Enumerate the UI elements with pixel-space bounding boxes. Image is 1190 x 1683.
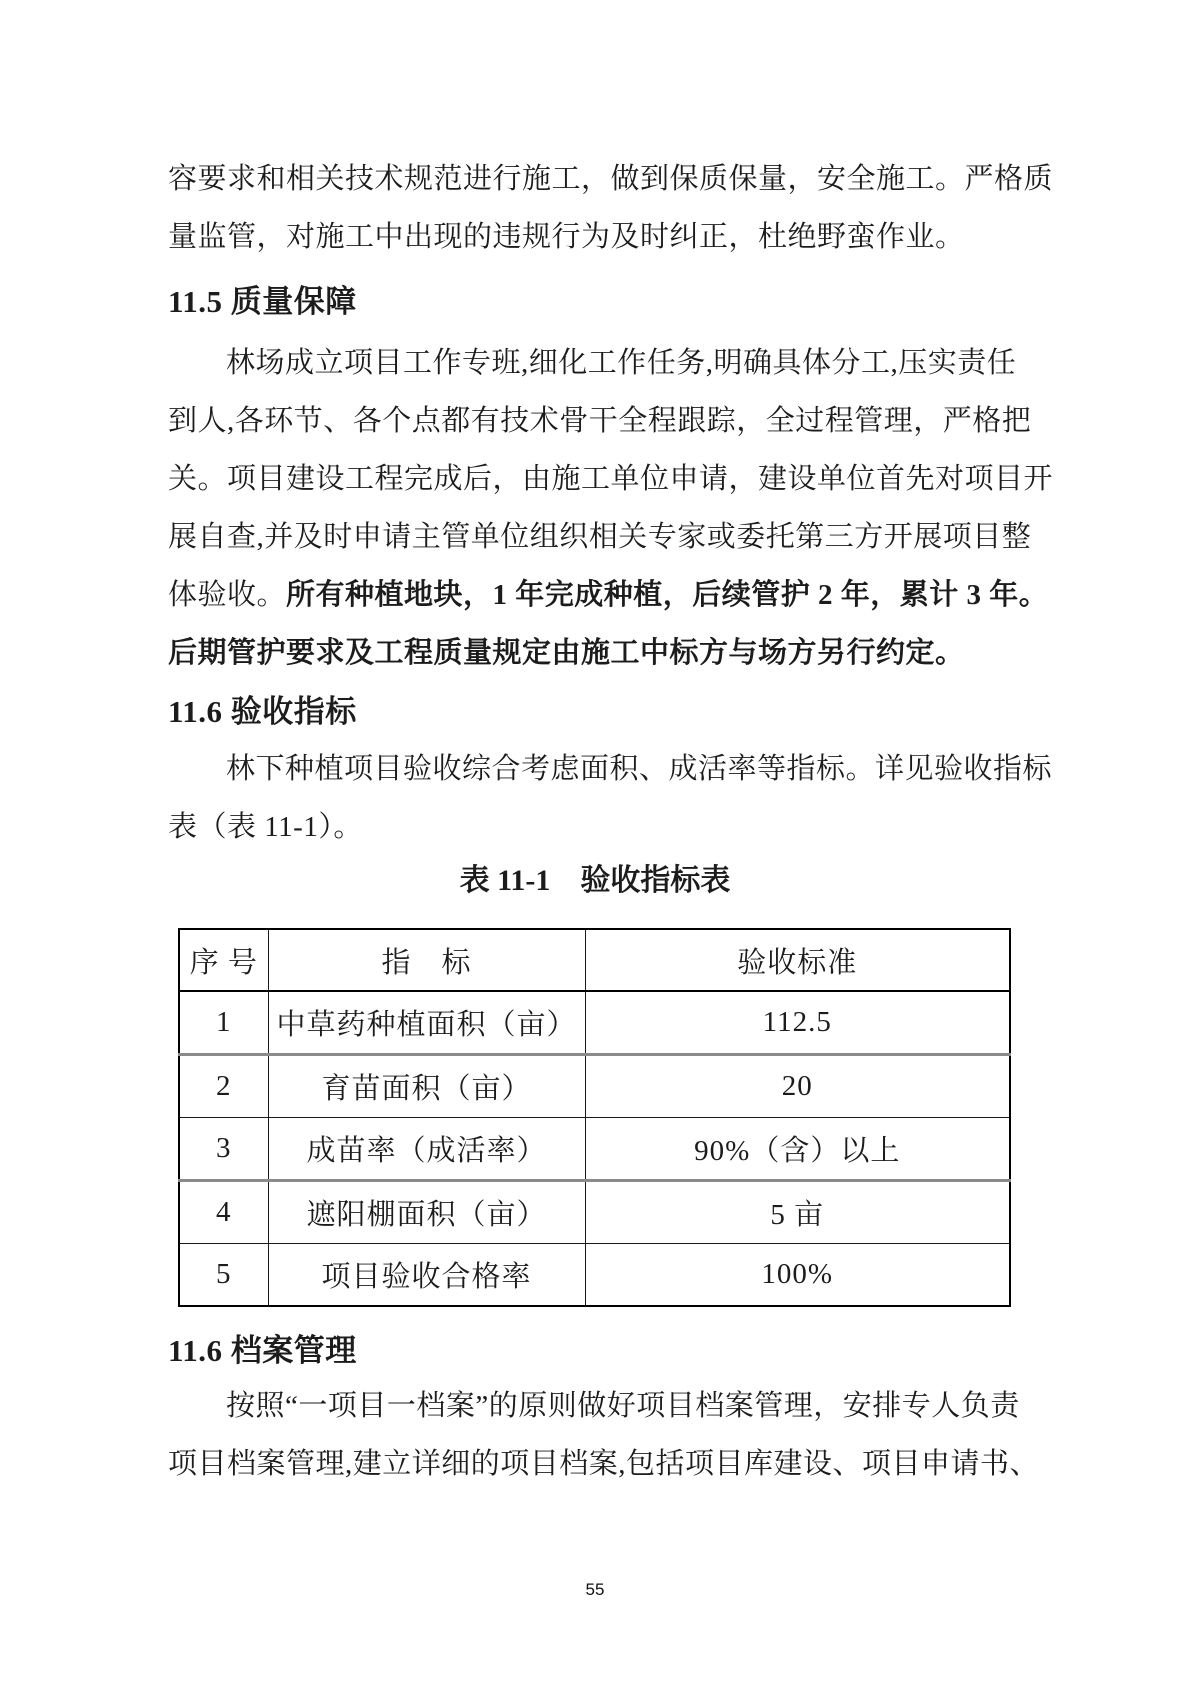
table-cell: 2 <box>179 1054 268 1117</box>
table-row <box>179 991 1010 1054</box>
heading-11-5-quality-assurance: 11.5 质量保障 <box>168 284 357 319</box>
paragraph-quality-assurance <box>168 334 1054 682</box>
text-segment: 展自查,并及时申请主管单位组织相关专家或委托第三方开展项目整 <box>168 521 1032 553</box>
table-cell: 项目验收合格率 <box>268 1243 585 1306</box>
paragraph-archive-management <box>168 1377 1040 1493</box>
table-cell: 90%（含）以上 <box>585 1117 1010 1180</box>
table-cell: 中草药种植面积（亩） <box>268 991 585 1054</box>
paragraph-acceptance-indicators <box>168 740 1053 856</box>
table-cell: 20 <box>585 1054 1010 1117</box>
table-cell: 3 <box>179 1117 268 1180</box>
table-cell: 5 <box>179 1243 268 1306</box>
text-line <box>168 624 1022 682</box>
table-cell: 成苗率（成活率） <box>268 1117 585 1180</box>
text-line <box>168 508 1032 566</box>
text-segment: 到人,各环节、各个点都有技术骨干全程跟踪，全过程管理，严格把 <box>168 405 1032 437</box>
bold-text-segment: 所有种植地块，1 年完成种植，后续管护 2 年，累计 3 年。 <box>286 579 1049 611</box>
text-segment: 林下种植项目验收综合考虑面积、成活率等指标。详见验收指标 <box>226 753 1053 785</box>
heading-11-6-acceptance-indicators: 11.6 验收指标 <box>168 694 357 729</box>
table-cell: 112.5 <box>585 991 1010 1054</box>
page-number: 55 <box>585 1580 605 1599</box>
text-segment: 关。项目建设工程完成后，由施工单位申请，建设单位首先对项目开 <box>168 463 1054 495</box>
table-cell: 100% <box>585 1243 1010 1306</box>
text-line <box>168 1377 1022 1435</box>
table-cell: 育苗面积（亩） <box>268 1054 585 1117</box>
text-line <box>168 740 1053 798</box>
table-cell: 遮阳棚面积（亩） <box>268 1180 585 1243</box>
text-segment: 按照“一项目一档案”的原则做好项目档案管理，安排专人负责 <box>226 1390 1020 1422</box>
table-caption: 表 11-1 验收指标表 <box>459 864 731 897</box>
bold-text-segment: 后期管护要求及工程质量规定由施工中标方与场方另行约定。 <box>168 637 965 669</box>
text-segment: 体验收。 <box>168 579 287 611</box>
table-row <box>179 1180 1010 1243</box>
page-content <box>168 150 1054 1493</box>
text-line <box>168 150 1054 208</box>
table-row <box>179 1117 1010 1180</box>
table-header-cell: 验收标准 <box>585 929 1010 991</box>
text-line <box>168 798 1022 856</box>
text-segment: 项目档案管理,建立详细的项目档案,包括项目库建设、项目申请书、 <box>168 1448 1040 1480</box>
table-cell: 4 <box>179 1180 268 1243</box>
text-line <box>168 392 1032 450</box>
table-row <box>179 1243 1010 1306</box>
heading-11-6-archive-management: 11.6 档案管理 <box>168 1333 357 1368</box>
table-header-row <box>179 929 1010 991</box>
text-line <box>168 334 1022 392</box>
text-line <box>168 1435 1040 1493</box>
text-segment: 量监管，对施工中出现的违规行为及时纠正，杜绝野蛮作业。 <box>168 221 965 253</box>
table-row <box>179 1054 1010 1117</box>
text-line <box>168 566 1049 624</box>
text-segment: 容要求和相关技术规范进行施工，做到保质保量，安全施工。严格质 <box>168 163 1054 195</box>
text-line <box>168 208 1022 266</box>
paragraph-intro <box>168 150 1054 266</box>
table-cell: 1 <box>179 991 268 1054</box>
acceptance-indicators-table <box>178 928 1011 1307</box>
table-header-cell: 序 号 <box>179 929 268 991</box>
text-segment: 表（表 11-1）。 <box>168 811 363 843</box>
table-cell: 5 亩 <box>585 1180 1010 1243</box>
table-header-cell: 指 标 <box>268 929 585 991</box>
text-segment: 林场成立项目工作专班,细化工作任务,明确具体分工,压实责任 <box>226 347 1017 379</box>
text-line <box>168 450 1054 508</box>
